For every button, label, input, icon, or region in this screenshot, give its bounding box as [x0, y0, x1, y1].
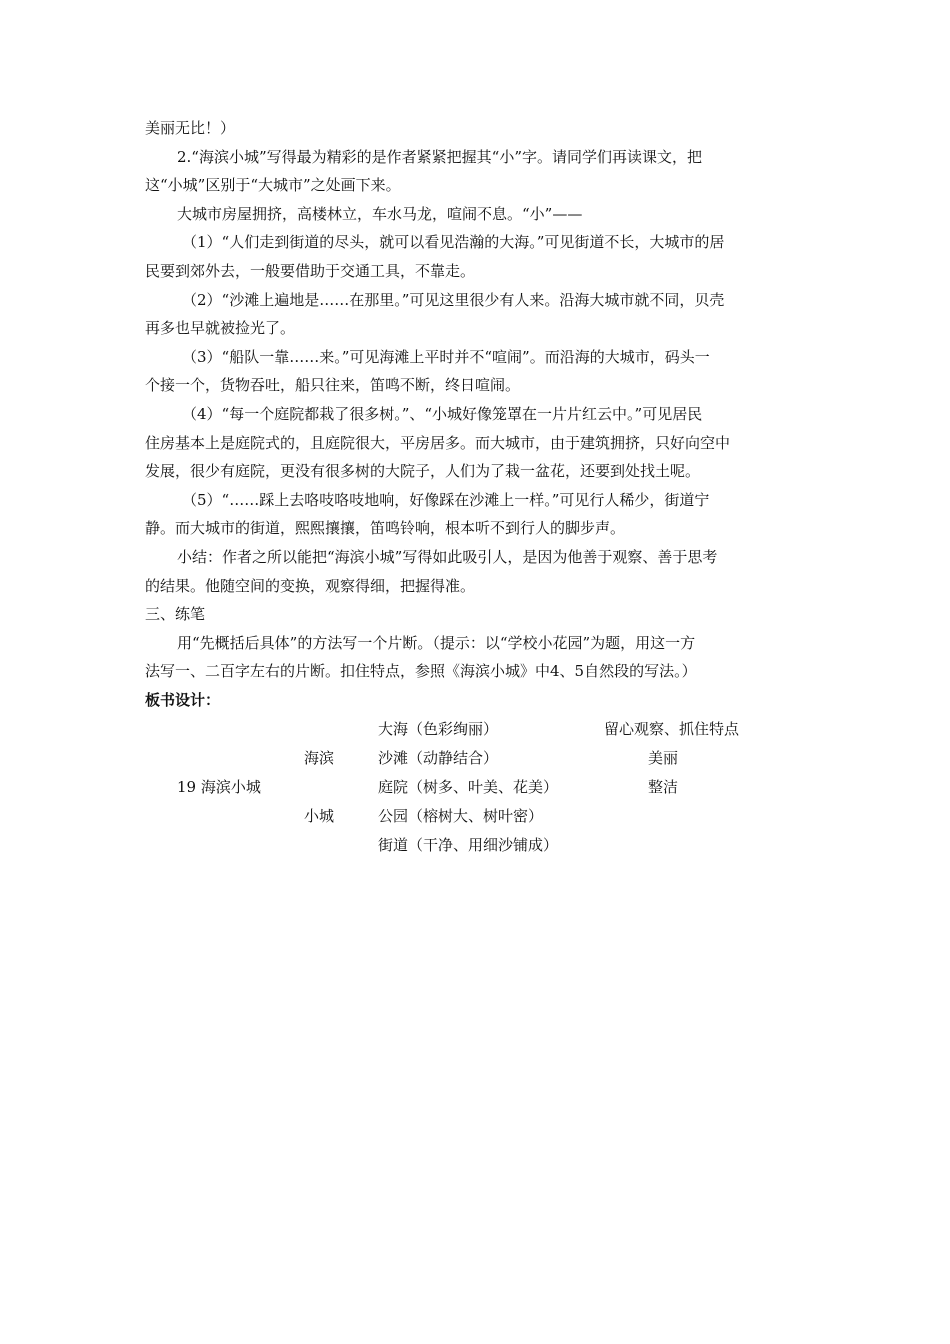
board-note-clean: 整洁 [648, 778, 679, 796]
paragraph-line: （3）“船队一靠……来。”可见海滩上平时并不“喧闹”。而沿海的大城市，码头一 [182, 348, 710, 366]
paragraph-line: 法写一、二百字左右的片断。扣住特点，参照《海滨小城》中4、5自然段的写法。） [145, 662, 697, 680]
paragraph-line: 的结果。他随空间的变换，观察得细，把握得准。 [145, 577, 476, 595]
board-item-courtyard: 庭院（树多、叶美、花美） [378, 778, 559, 796]
board-title: 19 海滨小城 [177, 778, 261, 796]
paragraph-line: 2.“海滨小城”写得最为精彩的是作者紧紧把握其“小”字。请同学们再读课文，把 [177, 148, 702, 166]
paragraph-line: （1）“人们走到街道的尽头，就可以看见浩瀚的大海。”可见街道不长，大城市的居 [182, 233, 725, 251]
paragraph-line: （4）“每一个庭院都栽了很多树。”、“小城好像笼罩在一片片红云中。”可见居民 [182, 405, 703, 423]
board-label-xiaocheng: 小城 [304, 807, 335, 825]
paragraph-line: 住房基本上是庭院式的，且庭院很大，平房居多。而大城市，由于建筑拥挤，只好向空中 [145, 434, 731, 452]
paragraph-line: 这“小城”区别于“大城市”之处画下来。 [145, 176, 401, 194]
board-note-beautiful: 美丽 [648, 749, 679, 767]
board-item-park: 公园（榕树大、树叶密） [378, 807, 544, 825]
paragraph-line: 美丽无比！） [145, 119, 236, 137]
board-item-street: 街道（干净、用细沙铺成） [378, 836, 559, 854]
board-label-binhai: 海滨 [304, 749, 335, 767]
paragraph-line: 静。而大城市的街道，熙熙攘攘，笛鸣铃响，根本听不到行人的脚步声。 [145, 519, 626, 537]
paragraph-line: （2）“沙滩上遍地是……在那里。”可见这里很少有人来。沿海大城市就不同，贝壳 [182, 291, 725, 309]
paragraph-line: 用“先概括后具体”的方法写一个片断。（提示：以“学校小花园”为题，用这一方 [177, 634, 696, 652]
board-design-heading: 板书设计： [145, 691, 221, 709]
board-item-sea: 大海（色彩绚丽） [378, 720, 499, 738]
board-item-beach: 沙滩（动静结合） [378, 749, 499, 767]
paragraph-line: 个接一个，货物吞吐，船只往来，笛鸣不断，终日喧闹。 [145, 376, 521, 394]
paragraph-line: 民要到郊外去，一般要借助于交通工具，不靠走。 [145, 262, 476, 280]
paragraph-line: 发展，很少有庭院，更没有很多树的大院子，人们为了栽一盆花，还要到处找土呢。 [145, 462, 701, 480]
paragraph-line: 再多也早就被捡光了。 [145, 319, 296, 337]
paragraph-line: 大城市房屋拥挤，高楼林立，车水马龙，喧闹不息。“小”—— [177, 205, 583, 223]
paragraph-line: （5）“……踩上去咯吱咯吱地响，好像踩在沙滩上一样。”可见行人稀少，街道宁 [182, 491, 710, 509]
board-note-observe: 留心观察、抓住特点 [604, 720, 740, 738]
section-heading: 三、练笔 [145, 605, 206, 623]
paragraph-line: 小结：作者之所以能把“海滨小城”写得如此吸引人，是因为他善于观察、善于思考 [177, 548, 718, 566]
